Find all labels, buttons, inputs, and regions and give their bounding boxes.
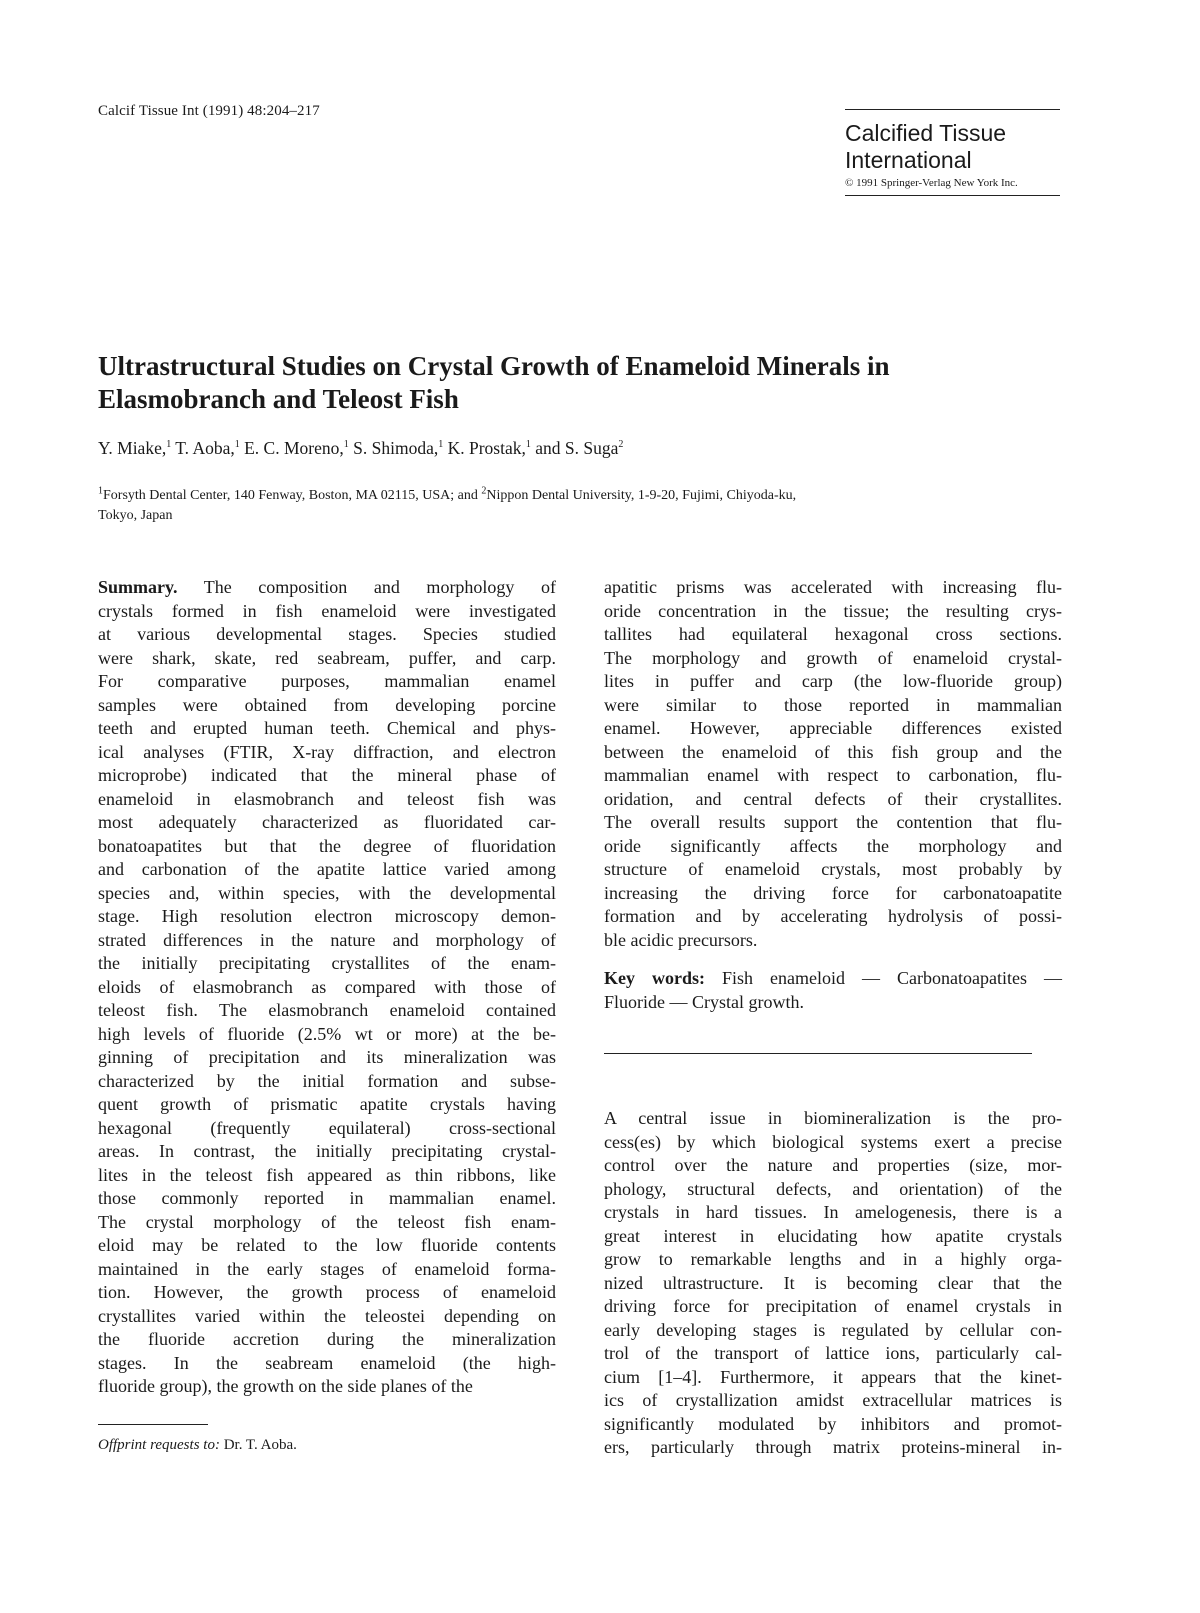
offprint-footnote — [98, 1437, 297, 1454]
author-affiliation-marker: 1 — [234, 439, 240, 451]
offprint-label: Offprint requests to: — [98, 1437, 220, 1453]
copyright-notice: © 1991 Springer-Verlag New York Inc. — [845, 177, 1018, 189]
affiliation-line: Tokyo, Japan — [98, 508, 173, 523]
text-line: Summary. The composition and morphology of — [98, 577, 556, 597]
summary-right-column — [604, 576, 1062, 952]
journal-name — [845, 120, 1060, 174]
text-line: crystals in hard tissues. In amelogenesis, there is a — [604, 1202, 1062, 1222]
affiliation-marker: 1 — [98, 485, 103, 497]
text-line: nized ultrastructure. It is becoming clear that the — [604, 1272, 1062, 1293]
text-line: great interest in elucidating how apatite crystals — [604, 1225, 1062, 1246]
text-line: ginning of precipitation and its mineralization was — [98, 1047, 556, 1067]
text-line: at various developmental stages. Species studied — [98, 624, 556, 644]
author: K. Prostak,$^1$ — [443, 438, 531, 458]
text-line: lites in puffer and carp (the low-fluoride group) — [604, 671, 1062, 691]
author-affiliation-marker: 2 — [618, 439, 624, 451]
text-line: enamel. However, appreciable differences existed — [604, 718, 1062, 738]
text-line: areas. In contrast, the initially precipitating crystal- — [98, 1141, 556, 1161]
text-line: those commonly reported in mammalian enamel. — [98, 1188, 556, 1208]
text-line: eloid may be related to the low fluoride contents — [98, 1235, 556, 1255]
author-affiliation-marker: 1 — [343, 439, 349, 451]
author: S. Shimoda,$^1$ — [348, 438, 444, 458]
footnote-rule — [98, 1424, 208, 1425]
text-line: ble acidic precursors. — [604, 929, 758, 950]
section-divider — [604, 1053, 1032, 1054]
author: Y. Miake,$^1$ — [98, 438, 172, 458]
text-line: crystals formed in fish enameloid were investigated — [98, 600, 556, 621]
article-title — [98, 350, 1078, 416]
text-line: were similar to those reported in mammalian — [604, 694, 1062, 715]
text-line: early developing stages is regulated by cellular con- — [604, 1319, 1062, 1340]
text-line: teeth and erupted human teeth. Chemical and phys- — [98, 718, 556, 738]
title-line: Elasmobranch and Teleost Fish — [98, 384, 459, 414]
text-line: lites in the teleost fish appeared as thin ribbons, like — [98, 1164, 556, 1185]
author-affiliation-marker: 1 — [438, 439, 444, 451]
text-line: oride significantly affects the morphology and — [604, 835, 1062, 856]
text-line: high levels of fluoride (2.5% wt or more) at the be- — [98, 1023, 556, 1044]
text-line: oride concentration in the tissue; the resulting crys- — [604, 600, 1062, 621]
keywords-label: Key words: — [604, 968, 705, 988]
text-line: species and, within species, with the developmental — [98, 882, 556, 903]
author-affiliation-marker: 1 — [525, 439, 531, 451]
introduction-text — [604, 1107, 1062, 1460]
summary-label: Summary. — [98, 577, 178, 597]
text-line: microprobe) indicated that the mineral phase of — [98, 765, 556, 785]
text-line: For comparative purposes, mammalian enamel — [98, 671, 556, 691]
author: T. Aoba,$^1$ — [171, 438, 240, 458]
affiliation-line — [98, 486, 1058, 506]
offprint-text: Dr. T. Aoba. — [219, 1437, 297, 1453]
keywords-line — [604, 966, 1062, 990]
text-line: ers, particularly through matrix proteins-mineral in- — [604, 1437, 1062, 1457]
text-line: teleost fish. The elasmobranch enameloid contained — [98, 1000, 556, 1020]
text-line: hexagonal (frequently equilateral) cross-sectional — [98, 1117, 556, 1138]
text-line: ics of crystallization amidst extracellular matrices is — [604, 1390, 1062, 1410]
text-line: structure of enameloid crystals, most probably by — [604, 859, 1062, 879]
affiliation-text: Forsyth Dental Center, 140 Fenway, Boston, MA 02115, USA; and — [103, 488, 482, 503]
journal-name-line1: Calcified Tissue — [845, 120, 1007, 146]
text-line: increasing the driving force for carbonatoapatite — [604, 882, 1062, 903]
text-line: maintained in the early stages of enameloid forma- — [98, 1258, 556, 1279]
text-line: oridation, and central defects of their crystallites. — [604, 788, 1062, 809]
keywords — [604, 966, 1062, 1014]
text-line: enameloid in elasmobranch and teleost fish was — [98, 788, 556, 809]
text-line: tallites had equilateral hexagonal cross sections. — [604, 624, 1062, 644]
text-line: were shark, skate, red seabream, puffer, and carp. — [98, 647, 556, 668]
text-line: eloids of elasmobranch as compared with those of — [98, 976, 556, 997]
text-line: samples were obtained from developing porcine — [98, 694, 556, 715]
text-line: A central issue in biomineralization is the pro- — [604, 1108, 1062, 1128]
text-line: the initially precipitating crystallites of the enam- — [98, 953, 556, 973]
summary-left-column — [98, 576, 556, 1399]
text-line: strated differences in the nature and morphology of — [98, 929, 556, 950]
text-line: formation and by accelerating hydrolysis of possi- — [604, 906, 1062, 926]
keywords-line: Fluoride — Crystal growth. — [604, 992, 804, 1012]
text-line: mammalian enamel with respect to carbonation, flu- — [604, 765, 1062, 785]
text-line: control over the nature and properties (size, mor- — [604, 1155, 1062, 1175]
text-line: phology, structural defects, and orientation) of the — [604, 1178, 1062, 1199]
text-line: tion. However, the growth process of enameloid — [98, 1282, 556, 1302]
journal-citation: Calcif Tissue Int (1991) 48:204–217 — [98, 103, 320, 119]
text-line: bonatoapatites but that the degree of fluoridation — [98, 835, 556, 856]
text-line: driving force for precipitation of enamel crystals in — [604, 1296, 1062, 1316]
text-line: between the enameloid of this fish group and the — [604, 741, 1062, 762]
title-line: Ultrastructural Studies on Crystal Growth of Enameloid Minerals in — [98, 351, 890, 381]
text-line: crystallites varied within the teleostei depending on — [98, 1305, 556, 1326]
text-line: stages. In the seabream enameloid (the high- — [98, 1352, 556, 1373]
text-line: apatitic prisms was accelerated with increasing flu- — [604, 577, 1062, 597]
text-line: significantly modulated by inhibitors and promot- — [604, 1413, 1062, 1434]
text-line: characterized by the initial formation and subse- — [98, 1070, 556, 1091]
text-line: most adequately characterized as fluoridated car- — [98, 812, 556, 832]
affiliation-text: Nippon Dental University, 1-9-20, Fujimi, Chiyoda-ku, — [486, 488, 797, 503]
text-line: ical analyses (FTIR, X-ray diffraction, and electron — [98, 741, 556, 762]
author-affiliation-marker: 1 — [166, 439, 172, 451]
text-line: The overall results support the contention that flu- — [604, 812, 1062, 832]
text-line: trol of the transport of lattice ions, particularly cal- — [604, 1343, 1062, 1363]
text-line: fluoride group), the growth on the side planes of the — [98, 1376, 473, 1396]
affiliations — [98, 486, 1058, 526]
text-line: stage. High resolution electron microscopy demon- — [98, 906, 556, 926]
text-line: cium [1–4]. Furthermore, it appears that the kinet- — [604, 1366, 1062, 1387]
keywords-text: Fish enameloid — Carbonatoapatites — — [705, 968, 1062, 988]
text-line: the fluoride accretion during the mineralization — [98, 1329, 556, 1349]
text-line: grow to remarkable lengths and in a highly orga- — [604, 1249, 1062, 1269]
author: E. C. Moreno,$^1$ — [239, 438, 349, 458]
author-list — [98, 438, 623, 459]
text-line: and carbonation of the apatite lattice varied among — [98, 859, 556, 879]
text-line: cess(es) by which biological systems exert a precise — [604, 1131, 1062, 1152]
journal-name-line2: International — [845, 147, 972, 173]
text-line: The morphology and growth of enameloid crystal- — [604, 647, 1062, 668]
masthead-bottom-rule — [845, 195, 1060, 196]
affiliation-marker: 2 — [481, 485, 487, 497]
journal-masthead — [845, 109, 1060, 196]
masthead-top-rule — [845, 109, 1060, 110]
text-line: quent growth of prismatic apatite crystals having — [98, 1094, 556, 1114]
text-line: The crystal morphology of the teleost fish enam- — [98, 1211, 556, 1232]
author: and S. Suga$^2$ — [530, 438, 624, 458]
